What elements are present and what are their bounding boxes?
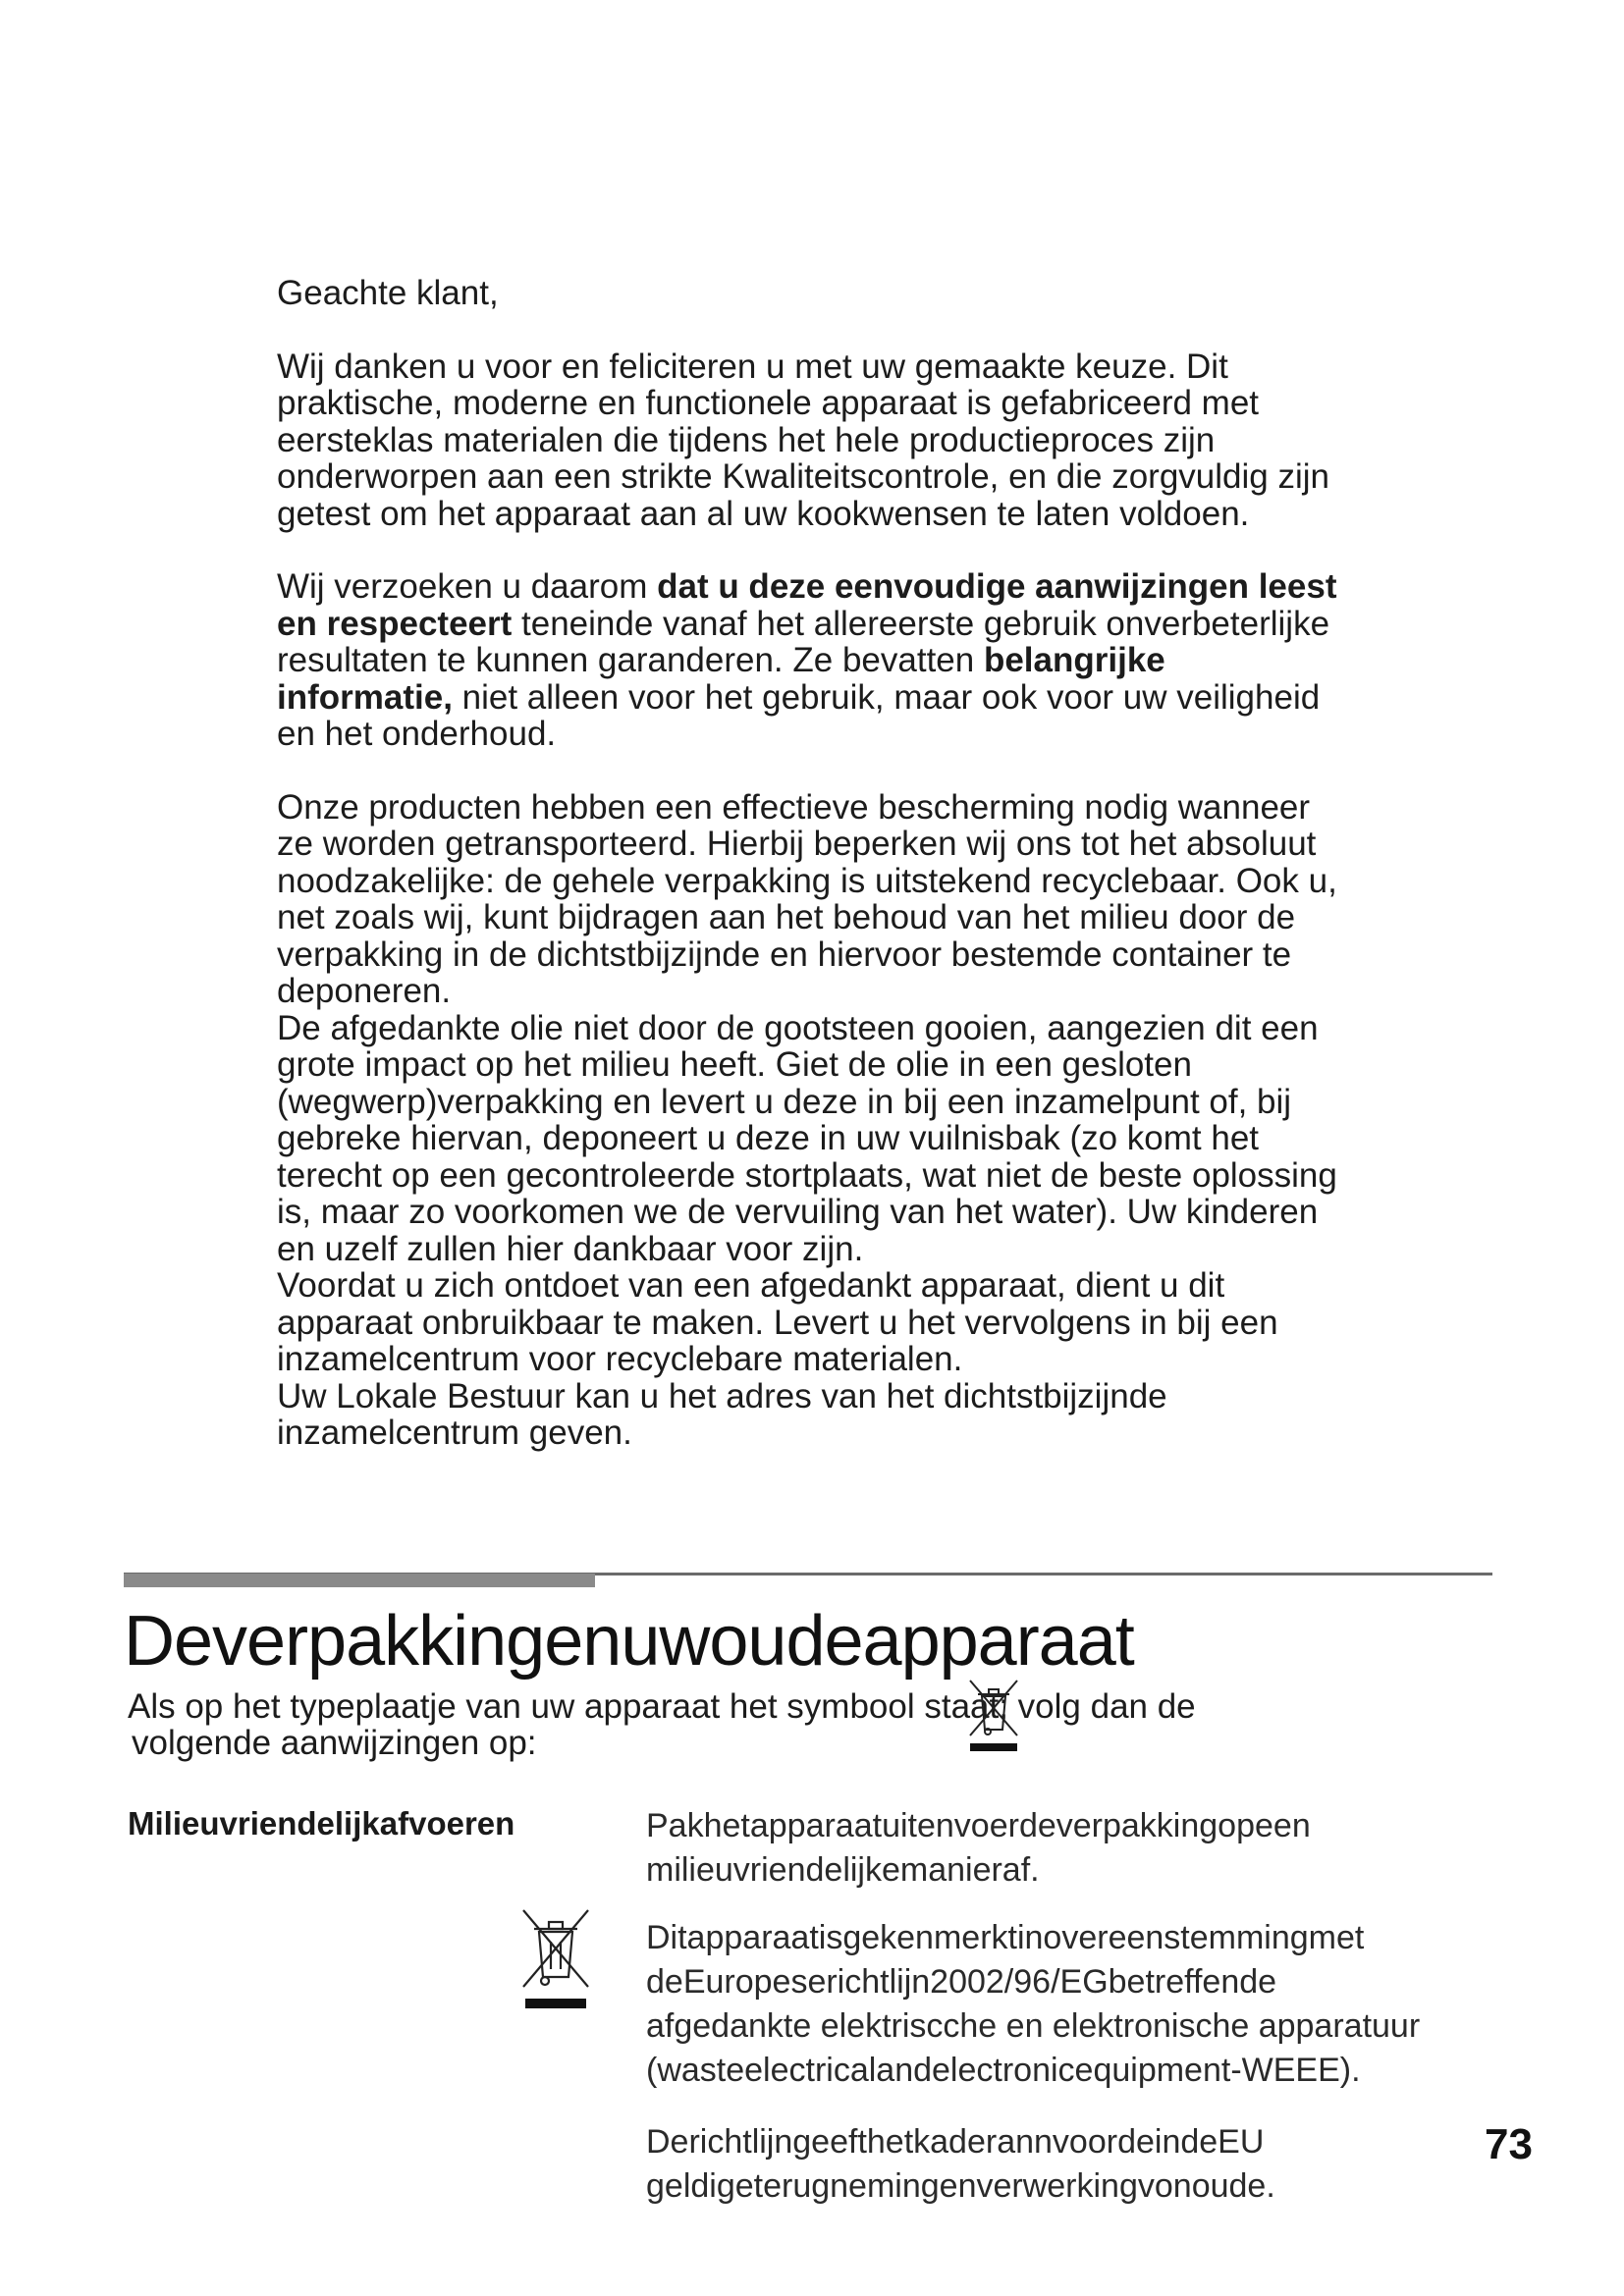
paragraph-packaging: Onze producten hebben een effectieve bescherming nodig wanneer ze worden getransporteerd. Hierbij beperken wij ons tot het absoluut noodzakelijke: de gehele verpakking is uitstekend recyclebaar. Ook u, net zoals wij, kunt bijdragen aan het behoud van het milieu door de verpakking in de dichtstbijzijnde en hiervoor bestemde container te deponeren. [277, 787, 1337, 1010]
side-label-disposal: Milieuvriendelijkafvoeren [128, 1805, 515, 1842]
paragraph-disposal: Voordat u zich ontdoet van een afgedankt apparaat, dient u dit apparaat onbruikbaar te maken. Levert u het vervolgens in bij een inzamelcentrum voor recyclebare materialen. [277, 1266, 1278, 1378]
disposal-text-1: Pakhetapparaatuitenvoerdeverpakkingopeen milieuvriendelijkemanieraf. [646, 1807, 1311, 1889]
intro-line-2: volgende aanwijzingen op: [132, 1724, 537, 1762]
bold-important: belangrijke informatie, [277, 641, 1165, 717]
letter-body [277, 275, 1337, 1452]
bold-instruction: dat u deze eenvoudige aanwijzingen leest en respecteert [277, 567, 1337, 643]
paragraph-instructions: Wij verzoeken u daarom dat u deze eenvoudige aanwijzingen leest en respecteert teneinde vanaf het allereerste gebruik onverbeterlijke resultaten te kunnen garanderen. Ze bevatten belangrijke informatie, niet alleen voor het gebruik, maar ook voor uw veiligheid en het onderhoud. [277, 567, 1337, 753]
page-number: 73 [1485, 2120, 1533, 2168]
paragraph-thanks: Wij danken u voor en feliciteren u met uw gemaakte keuze. Dit praktische, moderne en functionele apparaat is gefabriceerd met eersteklas materialen die tijdens het hele productieproces zijn onderworpen aan een strikte Kwaliteitscontrole, en die zorgvuldig zijn getest om het apparaat aan al uw kookwensen te laten voldoen. [277, 347, 1329, 533]
section-intro [128, 1688, 1306, 1761]
disposal-text-3: DerichtlijngeefthetkaderannvoordeindeEU geldigeterugnemingenverwerkingvonoude. [646, 2123, 1275, 2205]
section-divider-accent [124, 1574, 595, 1587]
salutation: Geachte klant, [277, 274, 499, 312]
paragraph-local-authority: Uw Lokale Bestuur kan u het adres van het dichtstbijzijnde inzamelcentrum geven. [277, 1376, 1167, 1452]
section-title: Deverpakkingenuwoudeapparaat [124, 1602, 1134, 1681]
weee-icon [517, 1904, 594, 2010]
weee-inline-icon [964, 1675, 1023, 1753]
paragraph-oil: De afgedankte olie niet door de gootsteen gooien, aangezien dit een grote impact op het milieu heeft. Giet de olie in een gesloten (wegwerp)verpakking en levert u deze in bij een inzamelpunt of, bij gebreke hiervan, deponeert u deze in uw vuilnisbak (zo komt het terecht op een gecontroleerde stortplaats, wat niet de beste oplossing is, maar zo voorkomen we de vervuiling van het water). Uw kinderen en uzelf zullen hier dankbaar voor zijn. [277, 1008, 1337, 1268]
intro-line-1: Als op het typeplaatje van uw apparaat het symbool staat; volg dan de [128, 1687, 1196, 1726]
disposal-text-2: Ditapparaatisgekenmerktinovereenstemmingmet deEuropeserichtlijn2002/96/EGbetreffende afgedankte elektrisсche en elektronische apparatuur (wasteelectricalandelectronicequipment-WEEE). [646, 1919, 1421, 2089]
